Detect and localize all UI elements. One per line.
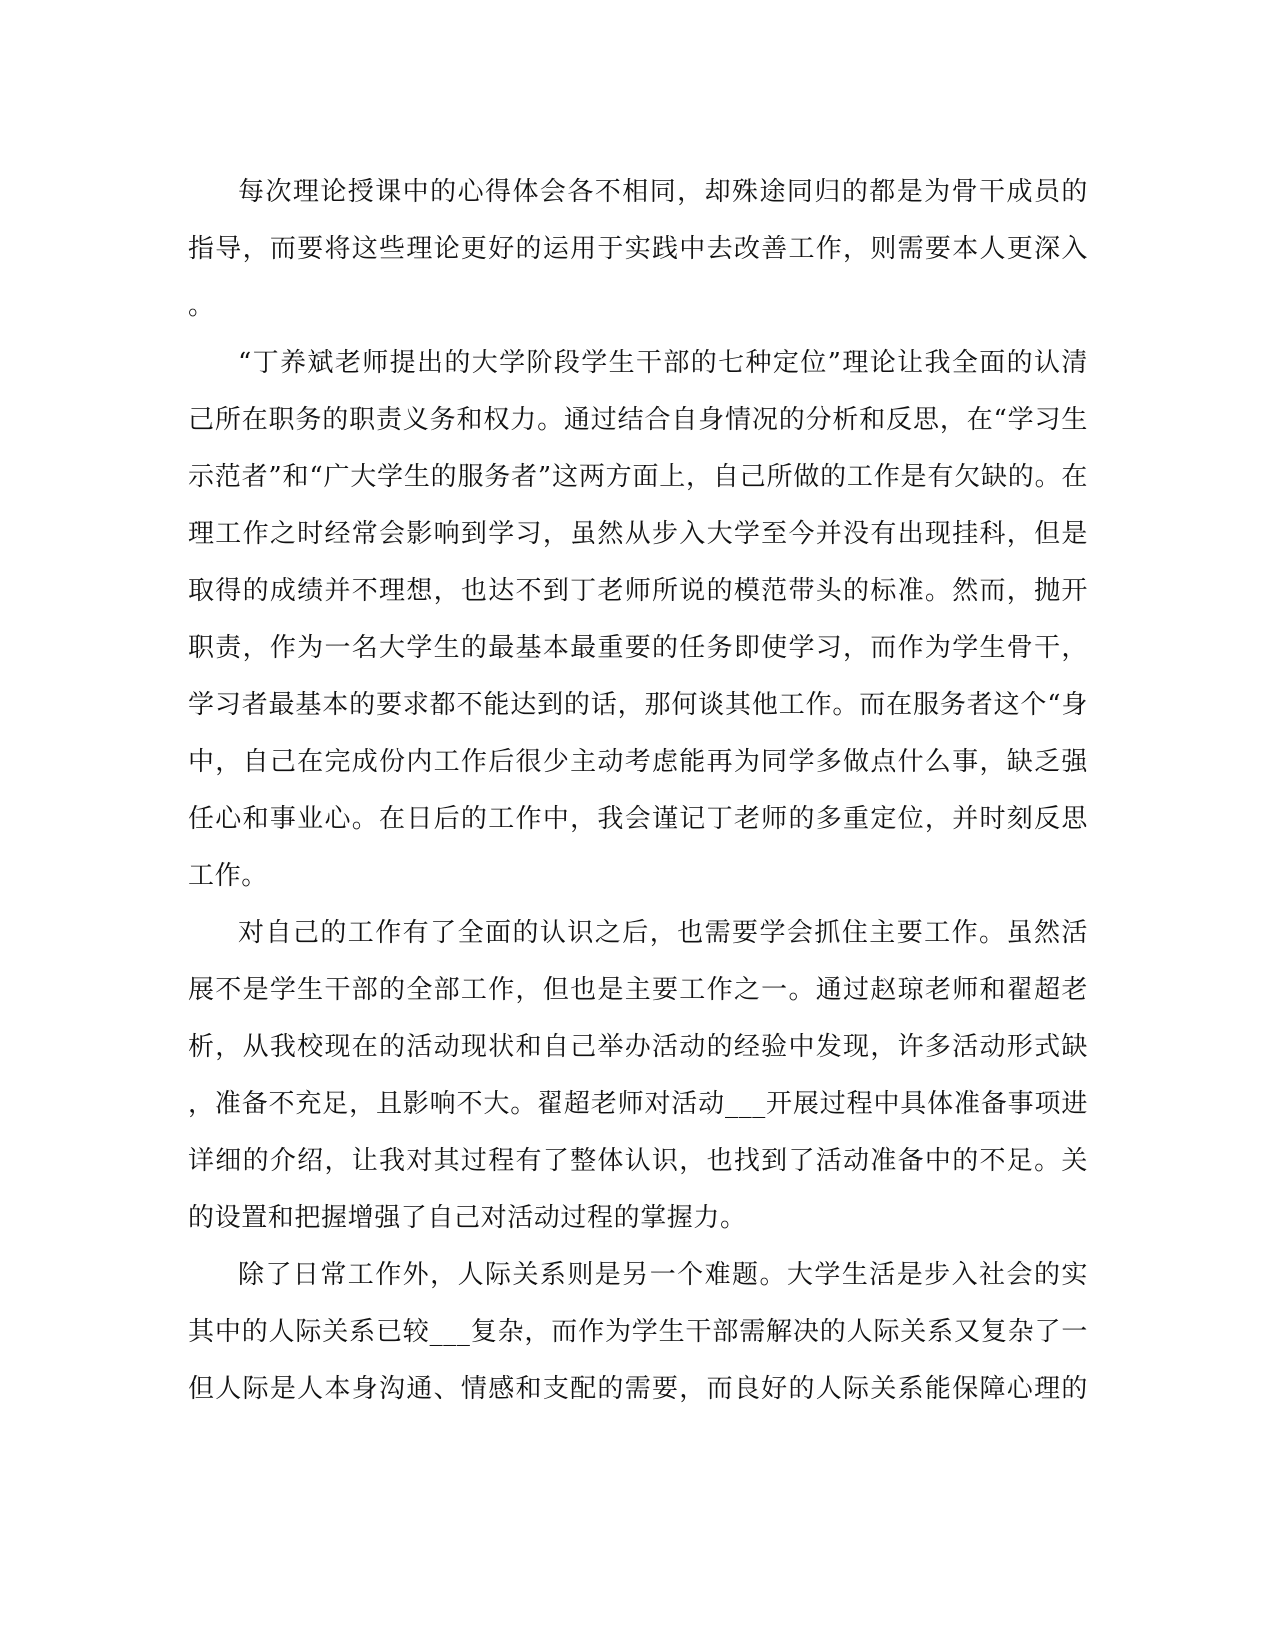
- paragraph-line: 学习者最基本的要求都不能达到的话，那何谈其他工作。而在服务者这个“身: [188, 690, 1088, 720]
- paragraph-line: 职责，作为一名大学生的最基本最重要的任务即使学习，而作为学生骨干，: [188, 633, 1088, 663]
- paragraph-line: 展不是学生干部的全部工作，但也是主要工作之一。通过赵琼老师和翟超老: [188, 975, 1088, 1005]
- paragraph-line: 详细的介绍，让我对其过程有了整体认识，也找到了活动准备中的不足。关: [188, 1146, 1088, 1176]
- paragraph-line: 的设置和把握增强了自己对活动过程的掌握力。: [188, 1203, 747, 1233]
- body-text: [188, 164, 1088, 1418]
- paragraph-line: 其中的人际关系已较___复杂，而作为学生干部需解决的人际关系又复杂了一: [188, 1317, 1088, 1347]
- paragraph-line: 任心和事业心。在日后的工作中，我会谨记丁老师的多重定位，并时刻反思: [188, 804, 1088, 834]
- paragraph-line: 析，从我校现在的活动现状和自己举办活动的经验中发现，许多活动形式缺: [188, 1032, 1088, 1062]
- paragraph-line: 除了日常工作外，人际关系则是另一个难题。大学生活是步入社会的实: [238, 1260, 1088, 1290]
- paragraph-line: 工作。: [188, 861, 268, 891]
- paragraph-line: ，准备不充足，且影响不大。翟超老师对活动___开展过程中具体准备事项进: [188, 1089, 1088, 1119]
- paragraph-line: 理工作之时经常会影响到学习，虽然从步入大学至今并没有出现挂科，但是: [188, 519, 1088, 549]
- paragraph-line: 对自己的工作有了全面的认识之后，也需要学会抓住主要工作。虽然活: [238, 918, 1088, 948]
- paragraph-line: “丁养斌老师提出的大学阶段学生干部的七种定位”理论让我全面的认清: [238, 348, 1088, 378]
- paragraph-line: 每次理论授课中的心得体会各不相同，却殊途同归的都是为骨干成员的: [238, 177, 1088, 207]
- paragraph-line: 但人际是人本身沟通、情感和支配的需要，而良好的人际关系能保障心理的: [188, 1374, 1088, 1404]
- paragraph-line: 取得的成绩并不理想，也达不到丁老师所说的模范带头的标准。然而，抛开: [188, 576, 1088, 606]
- paragraph-line: 。: [188, 291, 215, 321]
- paragraph-line: 示范者”和“广大学生的服务者”这两方面上，自己所做的工作是有欠缺的。在: [188, 462, 1088, 492]
- paragraph-line: 指导，而要将这些理论更好的运用于实践中去改善工作，则需要本人更深入: [188, 234, 1088, 264]
- paragraph-line: 中，自己在完成份内工作后很少主动考虑能再为同学多做点什么事，缺乏强: [188, 747, 1088, 777]
- paragraph-line: 己所在职务的职责义务和权力。通过结合自身情况的分析和反思，在“学习生: [188, 405, 1088, 435]
